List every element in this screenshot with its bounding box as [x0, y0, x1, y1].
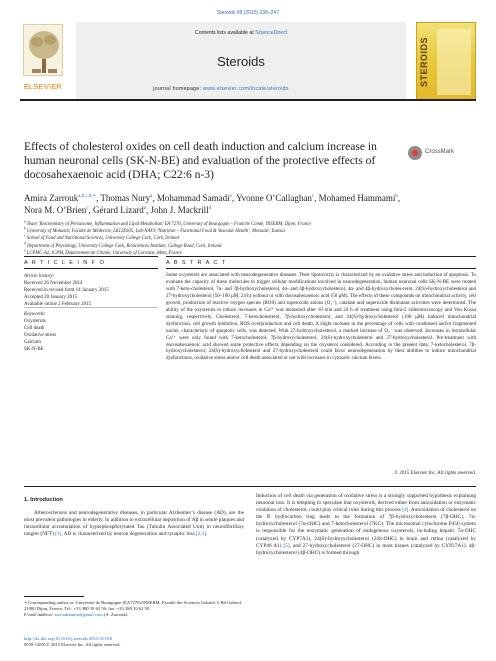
keywords-label: Keywords: — [24, 312, 46, 317]
author-affiliation-marker[interactable]: a — [143, 206, 146, 211]
author-affiliation-marker[interactable]: b — [395, 194, 398, 199]
history-entry: Received in revised form 14 January 2015 — [24, 287, 109, 293]
journal-title: Steroids — [217, 54, 265, 69]
author-separator: , — [231, 193, 237, 203]
affiliation-text: Team ‘Biochemistry of Peroxisome, Inflammation and Lipid Metabolism’ EA 7270, University of Bourgogne – Franche Comté, INSERM, Dijon, France — [26, 222, 312, 227]
affiliation-list — [24, 221, 476, 257]
author-affiliation-marker[interactable]: a — [150, 194, 153, 199]
author-affiliation-marker[interactable]: c — [86, 206, 89, 211]
tree-illustration — [24, 25, 64, 77]
author-list — [24, 192, 476, 216]
divider — [166, 256, 476, 257]
affiliation-text: School of Food and Nutritional Sciences, University College Cork, Cork, Ireland — [26, 236, 179, 242]
affiliation-marker: a — [24, 219, 26, 224]
citation-link[interactable]: [2,3] — [195, 531, 207, 538]
paragraph-text: Induction of cell death via generation of oxidative stress is a strongly supported hypothesis explaining neuronal loss. It is tempting to speculate that oxysterols, derived either from autoxidation or enzymatic oxidation of cholesterol, could play critical roles during this process — [256, 493, 476, 514]
affiliation-item — [24, 235, 476, 242]
body-left-column — [24, 497, 244, 538]
divider — [166, 268, 476, 269]
divider — [24, 486, 476, 487]
abstract-heading: A B S T R A C T — [166, 260, 227, 266]
citation-link[interactable]: [5] — [283, 542, 290, 549]
divider — [24, 256, 158, 257]
history-entry: Received 26 November 2014 — [24, 280, 83, 286]
homepage-prefix: journal homepage: — [153, 86, 204, 92]
author-affiliation-marker[interactable]: e — [229, 194, 232, 199]
author-separator: , — [397, 193, 401, 203]
affiliation-text: LCPMC-A2, ICPM, Département de Chimie, University of Lorraine, Metz, France — [26, 250, 182, 256]
body-right-column — [256, 493, 476, 557]
affiliation-marker: d — [24, 241, 26, 246]
citation-link[interactable]: [1] — [55, 531, 62, 538]
paragraph-text: Atherosclerosis and neurodegenerative diseases, in particular Alzheimer’s disease (AD), are the most prevalent pathologies in elderly. In addition to extracellular deposition of Aβ in senile plaques and intracellular accumulation of hyperphosphorylated Tau (Tubulin Associated Unit) in neurofibrillary tangles (NFT) — [24, 510, 244, 538]
cover-title: STEROIDS — [419, 37, 429, 88]
affiliation-item — [24, 221, 476, 228]
email-tail: (A. Zarrouk). — [102, 612, 129, 618]
author-separator: , — [314, 193, 319, 203]
contents-line — [76, 30, 406, 36]
author-affiliation-marker[interactable]: a,b,c,d,∗ — [78, 194, 97, 199]
doi-block — [24, 636, 324, 649]
author-name[interactable]: Nora M. O’Brien — [24, 205, 87, 215]
author-name[interactable]: Amira Zarrouk — [24, 193, 79, 203]
article-info-heading: A R T I C L E I N F O — [24, 260, 106, 266]
affiliation-marker: b — [24, 226, 26, 231]
title-block — [24, 140, 404, 182]
journal-homepage-line — [56, 86, 386, 92]
history-label: Article history: — [24, 274, 55, 279]
affiliation-marker: e — [24, 248, 26, 253]
crossmark-label: CrossMark — [425, 149, 455, 155]
masthead-rule — [20, 99, 476, 101]
crossmark-button[interactable] — [408, 146, 468, 160]
sciencedirect-link[interactable]: ScienceDirect — [255, 30, 288, 36]
keyword-list — [24, 312, 158, 353]
paragraph-text: , and 27-hydroxycholesterol (27-OHC) in most tissues (catalyzed by CYP27A1). 4β-hydroxycholesterol (4β-OHC) is formed through — [256, 542, 476, 556]
keyword: Oxidative stress — [24, 332, 57, 338]
corresponding-author-footnote — [24, 600, 244, 619]
keyword: Calcium — [24, 339, 41, 345]
elsevier-tree-icon — [23, 24, 63, 76]
paragraph-text: , AD is characterized by neuron degeneration and synaptic loss — [61, 531, 196, 538]
copyright-notice: © 2015 Elsevier Inc. All rights reserved. — [394, 470, 476, 476]
author-name[interactable]: Mohamed Hammami — [318, 193, 396, 203]
article-history — [24, 274, 158, 309]
journal-cover-thumbnail[interactable] — [416, 22, 476, 100]
intro-paragraph — [24, 510, 244, 538]
author-name[interactable]: Thomas Nury — [100, 193, 151, 203]
author-name[interactable]: John J. Mackrill — [150, 205, 209, 215]
history-entry: Accepted 20 January 2015 — [24, 294, 78, 300]
author-affiliation-marker[interactable]: d — [208, 206, 212, 211]
footnote-divider — [24, 596, 84, 597]
affiliation-marker: c — [24, 233, 26, 238]
author-affiliation-marker[interactable]: c — [311, 194, 315, 199]
affiliation-text: University of Monastir, Faculté de Médecine, LR12ES05, Lab-NAFS ‘Nutrition – Functional Food & Vascular Health’, Monastir, Tunisia — [26, 229, 285, 235]
author-name[interactable]: Yvonne O’Callaghan — [236, 193, 312, 203]
abstract-text: Some oxysterols are associated with neurodegenerative diseases. Their lipotoxicity is characterized by an oxidative stress and induction of apoptosis. To evaluate the capacity of these molecules to trigger cellular modifications involved in neurodegeneration, human neuronal cells SK-N-BE were treated with 7-keto-cholesterol, 7α- and 7β-hydroxycholesterol, 4α- and 4β-hydroxycholesterol, 4α- and 4β-hydroxycholes-terol, 24(S)-hydroxycholesterol and 27-hydroxycholesterol (50–100 μM, 24 h) without or with docosahexaenoic acid (50 μM). The effects of these compounds on mitochondrial activity, cell growth, production of reactive oxygen species (ROS) and superoxide anions (O₂⁻), catalase and superoxide dismutase activities were determined. The ability of the oxysterols to induce increases in Ca²⁺ was measured after 10 min and 24 h of treatment using fura-2 videomicroscopy and Von Kossa staining, respectively. Cholesterol, 7-ketocholesterol, 7β-hydroxycholesterol, and 24(S)-hydroxycholesterol (100 μM) induced mitochondrial dysfunction, cell growth inhibition, ROS overproduction and cell death. A slight increase in the percentage of cells with condensed and/or fragmented nuclei, characteristic of apoptotic cells, was detected. With 27-hydroxycholesterol, a marked increase of O₂⁻ was observed. Increases in intracellular Ca²⁺ were only found with 7-ketocholesterol, 7β-hydroxycholesterol, 24(S)-hydroxycholesterol and 27-hydroxycholesterol. Pre-treatment with docosahexaenoic acid showed some protective effects depending on the oxysterol considered. According to the present data, 7-ketocholesterol, 7β-hydroxycholesterol, 24(S)-hydroxycholesterol and 27-hydroxycholesterol could favor neurodegeneration by their abilities to induce mitochondrial dysfunctions, oxidative stress and/or cell death associated or not with increases in cytosolic calcium levels. — [166, 272, 476, 362]
doi-link[interactable]: http://dx.doi.org/10.1016/j.steroids.2015.01.018 — [24, 636, 113, 641]
email-label: E-mail address: — [24, 612, 55, 618]
paragraph-text: . — [206, 531, 208, 538]
cover-panel — [437, 29, 471, 95]
keyword: SK-N-BE — [24, 346, 44, 352]
keyword: Oxysterols — [24, 318, 46, 324]
homepage-link[interactable]: www.elsevier.com/locate/steroids — [203, 86, 289, 92]
journal-masthead — [20, 22, 476, 122]
footnote-email-line — [24, 612, 244, 618]
contents-prefix: Contents lists available at — [194, 30, 256, 36]
crossmark-icon — [408, 146, 422, 160]
paragraph-text: . Autoxidation of cholesterol on the B hydrocarbon ring leads to the formation of 7β-hydroxycholesterol (7β-OHC), 7α-hydroxycholesterol (7α-OHC) and 7-ketocholesterol (7KC). The microsomal cytochrome P450 system is responsible for the enzymatic generation of endogenous oxysterols, including hepatic 7α-OHC (catalyzed by CYP7A1), 24(S)-hydroxycholesterol (24S-OHC) in brain and retina (catalyzed by CYP46 A1) — [256, 507, 476, 549]
article-title: Effects of cholesterol oxides on cell death induction and calcium increase in human neuronal cells (SK-N-BE) and evaluation of the protective effects of docosahexaenoic acid (DHA; C22:6 n-3) — [24, 140, 377, 181]
author-separator: , — [152, 193, 157, 203]
author-separator: , — [145, 205, 151, 215]
divider — [24, 307, 158, 308]
author-name[interactable]: Gérard Lizard — [92, 205, 144, 215]
affiliation-item — [24, 228, 476, 235]
author-separator: , — [88, 205, 93, 215]
issn-line: 0039-128X/© 2015 Elsevier Inc. All rights reserved. — [24, 642, 121, 648]
author-name[interactable]: Mohammad Samadi — [156, 193, 230, 203]
citation-link[interactable]: [4] — [402, 507, 409, 514]
divider — [24, 268, 158, 269]
affiliation-text: Department of Physiology, University College Cork, BioSciences Institute, College Road, Cork, Ireland — [26, 243, 222, 249]
publisher-name: ELSEVIER — [23, 82, 63, 91]
section-heading: 1. Introduction — [24, 497, 63, 503]
footnote-text: ∗ Corresponding author at: Université de Bourgogne (EA7270)/INSERM, Faculté des Sciences Gabriel, 6 Bd Gabriel, 21000 Dijon, France. Tel.: +33 380 39 62 56; fax: +33 380 39 62 50. — [24, 600, 243, 612]
history-entry: Available online 2 February 2015 — [24, 301, 92, 307]
author-separator: , — [96, 193, 101, 203]
email-link[interactable]: zarroukamira@gmail.com — [54, 612, 103, 618]
keyword: Cell death — [24, 325, 45, 331]
journal-reference-link[interactable]: Steroids 99 (2015) 238–247 — [217, 10, 279, 16]
